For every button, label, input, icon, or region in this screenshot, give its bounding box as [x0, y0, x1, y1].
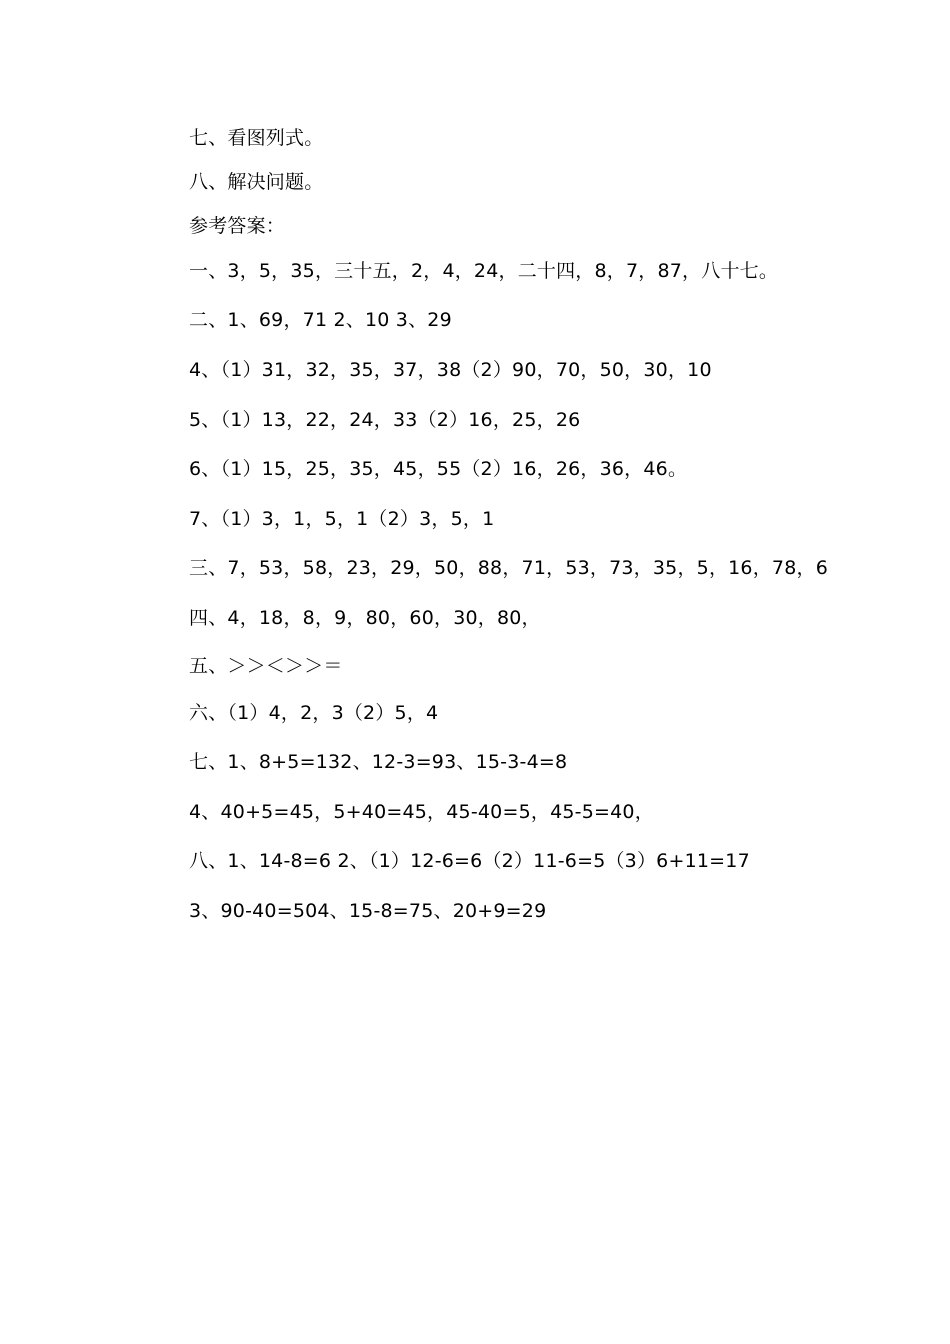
answer-line: 八、1、14-8=6 2、（1）12-6=6（2）11-6=5（3）6+11=17	[189, 850, 750, 872]
answer-line: 一、3，5，35，三十五，2，4，24，二十四，8，7，87，八十七。	[189, 260, 779, 282]
answer-line: 五、＞＞＜＞＞＝	[189, 655, 343, 677]
answer-line: 7、（1）3，1，5，1（2）3，5，1	[189, 508, 495, 530]
answer-line: 三、7，53，58，23，29，50，88，71，53，73，35，5，16，78，6	[189, 557, 828, 579]
answer-line: 七、1、8+5=132、12-3=93、15-3-4=8	[189, 751, 568, 773]
answer-line: 3、90-40=504、15-8=75、20+9=29	[189, 900, 547, 922]
answer-line: 4、（1）31，32，35，37，38（2）90，70，50，30，10	[189, 359, 712, 381]
answer-line: 四、4，18，8，9，80，60，30，80，	[189, 607, 541, 629]
answer-key-heading: 参考答案：	[189, 215, 286, 237]
answer-line: 六、（1）4，2，3（2）5，4	[189, 702, 439, 724]
answer-line: 二、1、69，71 2、10 3、29	[189, 309, 452, 331]
answer-line: 4、40+5=45，5+40=45，45-40=5，45-5=40，	[189, 801, 654, 823]
answer-line: 5、（1）13，22，24，33（2）16，25，26	[189, 409, 581, 431]
section-heading-8: 八、解决问题。	[189, 171, 324, 193]
section-heading-7: 七、看图列式。	[189, 127, 324, 149]
answer-line: 6、（1）15，25，35，45，55（2）16，26，36，46。	[189, 458, 688, 480]
